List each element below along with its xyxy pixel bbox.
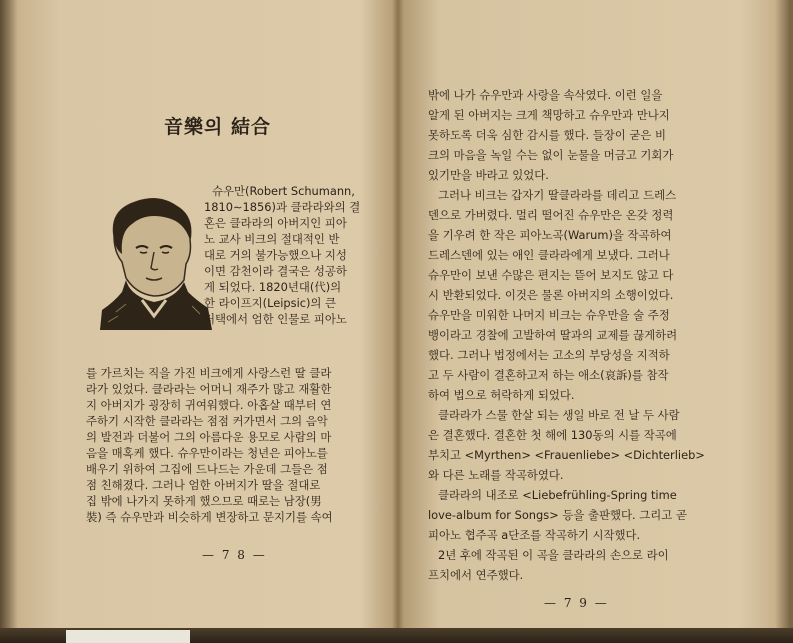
schumann-portrait — [96, 192, 214, 332]
text-line: 을 기우려 한 작은 피아노곡(Warum)을 작곡하여 — [428, 228, 672, 242]
text-line: 대로 거의 불가능했으나 지성 — [204, 248, 347, 262]
text-line: 주하기 시작한 클라라는 점점 커가면서 그의 음악 — [86, 414, 328, 428]
text-line: 시 반환되었다. 이것은 물론 아버지의 소행이었다. — [428, 288, 674, 302]
text-line: 지 아버지가 굉장히 귀여워했다. 아홉살 때부터 연 — [86, 398, 332, 412]
text-line: 점 친해졌다. 그러나 엄한 아버지가 딸을 절대로 — [86, 478, 321, 492]
text-line: 裝) 즉 슈우만과 비슷하게 변장하고 문지기를 속여 — [86, 510, 333, 524]
text-line: 프치에서 연주했다. — [428, 568, 524, 582]
text-line: 드레스덴에 있는 애인 클라라에게 보냈다. 그러나 — [428, 248, 670, 262]
text-line: 슈우만(Robert Schumann, — [212, 184, 355, 198]
chapter-title: 音樂의 結合 — [164, 116, 271, 138]
text-line: 했다. 그러나 법정에서는 고소의 부당성을 지적하 — [428, 348, 670, 362]
text-line: 한 라이프지(Leipsic)의 큰 — [204, 296, 337, 310]
text-line: 밖에 나가 슈우만과 사랑을 속삭였다. 이런 일을 — [428, 88, 663, 102]
left-page — [14, 0, 396, 632]
text-line: 와 다른 노래를 작곡하였다. — [428, 468, 564, 482]
text-line: 뱅이라고 경찰에 고발하여 딸과의 교제를 끊게하려 — [428, 328, 678, 342]
text-line: 이면 감천이라 결국은 성공하 — [204, 264, 347, 278]
text-line: 하여 법으로 허락하게 되었다. — [428, 388, 575, 402]
text-line: 의 발전과 더불어 그의 아름다운 용모로 사람의 마 — [86, 430, 332, 444]
text-line: 그러나 비크는 갑자기 딸클라라를 데리고 드레스 — [438, 188, 677, 202]
text-line: 부치고 <Myrthen> <Frauenliebe> <Dichterlieb> — [428, 448, 705, 462]
text-line: 크의 마음을 녹일 수는 없이 눈물을 머금고 기회가 — [428, 148, 674, 162]
text-line: 배우기 위하여 그집에 드나드는 가운데 그들은 점 — [86, 462, 328, 476]
text-line: 덴으로 가버렸다. 멀리 떨어진 슈우만은 온갖 정력 — [428, 208, 674, 222]
text-line: 클라라가 스물 한살 되는 생일 바로 전 날 두 사람 — [438, 408, 680, 422]
text-line: 슈우만이 보낸 수많은 편지는 뜯어 보지도 않고 다 — [428, 268, 674, 282]
text-line: 게 되었다. 1820년대(代)의 — [204, 280, 342, 294]
text-line: 고 두 사람이 결혼하고저 하는 애소(哀訴)를 참작 — [428, 368, 669, 382]
page-number: — 7 8 — — [202, 548, 267, 562]
text-line: 2년 후에 작곡된 이 곡을 클라라의 손으로 라이 — [438, 548, 669, 562]
text-line: 음을 매혹케 했다. 슈우만이라는 청년은 피아노를 — [86, 446, 328, 460]
text-line: 노 교사 비크의 절대적인 반 — [204, 232, 340, 246]
page-number: — 7 9 — — [544, 596, 609, 610]
text-line: 저택에서 엄한 인물로 피아노 — [204, 312, 347, 326]
right-page — [402, 0, 780, 632]
text-line: love-album for Songs> 등을 출판했다. 그리고 곧 — [428, 508, 687, 522]
text-line: 피아노 협주곡 a단조를 작곡하기 시작했다. — [428, 528, 641, 542]
text-line: 알게 된 아버지는 크게 책망하고 슈우만과 만나지 — [428, 108, 670, 122]
text-line: 라가 있었다. 클라라는 어머니 재주가 많고 재활한 — [86, 382, 332, 396]
text-line: 슈우만을 미워한 나머지 비크는 슈우만을 술 주정 — [428, 308, 670, 322]
paper-label — [66, 630, 190, 643]
text-line: 있기만을 바라고 있었다. — [428, 168, 549, 182]
text-line: 은 결혼했다. 결혼한 첫 해에 130동의 시를 작곡에 — [428, 428, 677, 442]
text-line: 1810∼1856)과 클라라와의 결 — [204, 200, 361, 214]
text-line: 를 가르치는 직을 가진 비크에게 사랑스런 딸 클라 — [86, 366, 332, 380]
text-line: 집 밖에 나가지 못하게 했으므로 때로는 남장(男 — [86, 494, 322, 508]
text-line: 클라라의 내조로 <Liebefrühling-Spring time — [438, 488, 677, 502]
text-line: 못하도록 더욱 심한 감시를 했다. 들장이 굳은 비 — [428, 128, 667, 142]
text-line: 혼은 클라라의 아버지인 피아 — [204, 216, 347, 230]
